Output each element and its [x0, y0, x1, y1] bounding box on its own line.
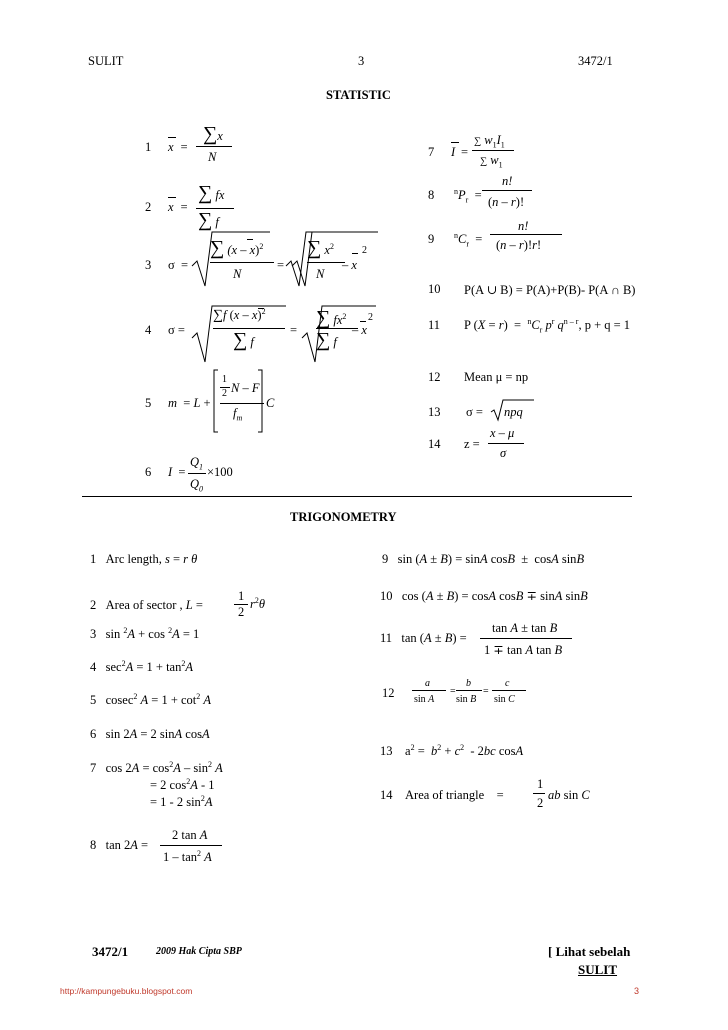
- trig-double-angle-cos-3: = 1 - 2 $\sin^2A$: [150, 793, 213, 809]
- formula-probability-union: P(A ∪ B) = P(A)+P(B)- P(A ∩ B): [464, 283, 636, 297]
- trig-sec-identity: 4 $\sec^2A = 1 + \tan^2A$: [90, 658, 193, 674]
- footer-page-number: 3: [634, 986, 640, 996]
- footer-url[interactable]: http://kampungebuku.blogspot.com: [60, 986, 193, 996]
- formula-number-8: 8: [428, 188, 435, 202]
- formula-number-5: 5: [145, 396, 152, 410]
- formula-number-2: 2: [145, 200, 152, 214]
- footer-copyright: 2009 Hak Cipta SBP: [156, 946, 242, 957]
- section-divider: [82, 496, 632, 497]
- trigonometry-title: TRIGONOMETRY: [290, 510, 397, 524]
- formula-number-7: 7: [428, 145, 435, 159]
- formula-number-14: 14: [428, 437, 441, 451]
- formula-number-3: 3: [145, 258, 152, 272]
- footer-turn-page: [ Lihat sebelah: [548, 944, 631, 959]
- formula-binomial-mean: Mean μ = np: [464, 370, 529, 384]
- trig-sin-compound: 9 sin (A ± B) = sinA cosB ± cosA sinB: [382, 552, 585, 566]
- statistic-title: STATISTIC: [326, 88, 391, 102]
- trig-double-angle-sin: 6 sin 2A = 2 sinA cosA: [90, 727, 210, 741]
- formula-number-10: 10: [428, 282, 441, 296]
- formula-number-9: 9: [428, 232, 435, 246]
- binomial-tail: , p + q = 1: [578, 318, 631, 332]
- trig-cosine-rule: 13 $a^2 = b^2 + c^2 - 2bc$ cosA: [380, 742, 524, 758]
- header-right: 3472/1: [578, 54, 613, 68]
- formula-number-11: 11: [428, 318, 441, 332]
- footer-sulit: SULIT: [578, 962, 618, 977]
- sine-rule-number: 12: [382, 686, 395, 700]
- trig-pythagorean-identity: 3 sin $^2$A + cos $^2$A = 1: [90, 625, 200, 641]
- header-page-number: 3: [358, 54, 365, 68]
- z-score-label: z =: [464, 437, 480, 451]
- trig-cos-compound: 10 cos (A ± B) = cosA cosB ∓ sinA sinB: [380, 589, 588, 603]
- formula-number-12: 12: [428, 370, 441, 384]
- footer-paper-code: 3472/1: [92, 944, 129, 959]
- formula-number-1: 1: [145, 140, 152, 154]
- formula-binomial-sd-label: σ =: [466, 405, 483, 419]
- formula-binomial: P $(X = r) = ^nC_r$ $p^r$ $q^{n - r}$, p + q = 1: [464, 316, 631, 335]
- formula-number-6: 6: [145, 465, 152, 479]
- formula-number-4: 4: [145, 323, 152, 337]
- trig-double-angle-cos-2: = 2 $\cos^2A - 1$: [150, 776, 215, 792]
- trig-double-angle-cos-1: 7 $\cos 2A = \cos^2A - \sin^2 A$: [90, 759, 223, 775]
- trig-arc-length: 1 Arc length, s = r θ: [90, 552, 198, 566]
- header-left: SULIT: [88, 54, 124, 68]
- formula-number-13: 13: [428, 405, 441, 419]
- trig-cosec-identity: 5 cosec$^2$ $A = 1 + \cot^2 A$: [90, 691, 212, 707]
